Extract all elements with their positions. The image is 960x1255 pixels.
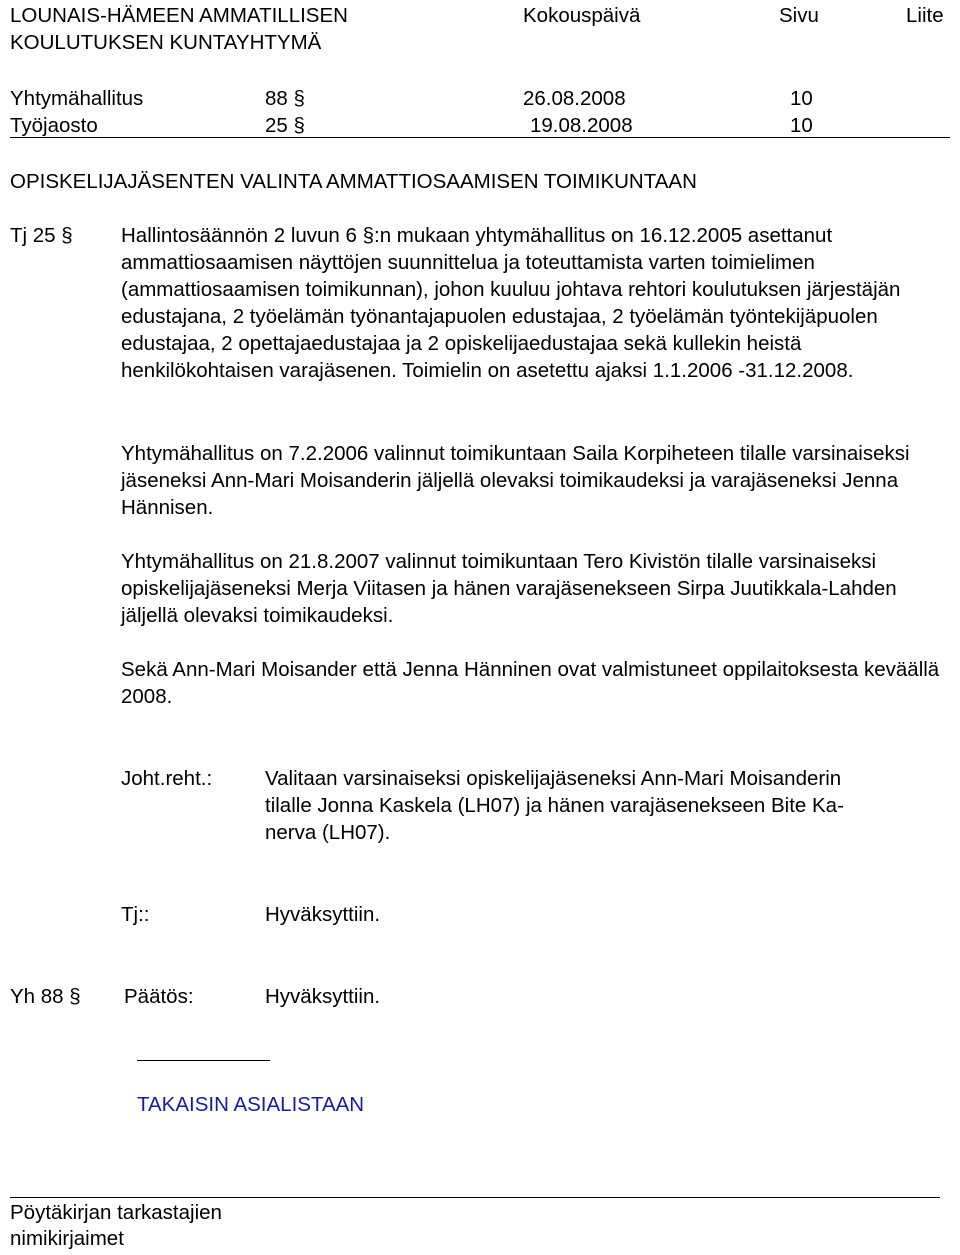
paragraph-previous-election-2	[121, 548, 951, 629]
board-reference: Yh 88 §	[10, 985, 81, 1008]
board-decision-text: Hyväksyttiin.	[265, 985, 381, 1008]
meeting-page: 10	[790, 114, 813, 137]
paragraph-text: Sekä Ann-Mari Moisander että Jenna Hänninen ovat valmistuneet oppilaitoksesta keväällä 2008.	[121, 658, 940, 708]
section-end-rule	[137, 1060, 270, 1061]
meeting-page: 10	[790, 87, 813, 110]
proposal-text	[265, 765, 844, 846]
footer-line-2: nimikirjaimet	[10, 1227, 124, 1250]
paragraph-graduation	[121, 656, 951, 710]
committee-reference: Tj 25 §	[10, 224, 73, 247]
committee-decision-text: Hyväksyttiin.	[265, 903, 381, 926]
paragraph-text: Yhtymähallitus on 7.2.2006 valinnut toimikuntaan Saila Korpiheteen tilalle varsinaiseksi jäseneksi Ann-Mari Moisanderin jäljellä olevaksi toimikaudeksi ja varajäseneksi Jenna Hännisen.	[121, 442, 910, 519]
committee-decision-label: Tj::	[121, 903, 150, 926]
footer-rule	[10, 1197, 940, 1198]
meeting-date: 26.08.2008	[523, 87, 626, 110]
board-decision-label: Päätös:	[124, 985, 194, 1008]
paragraph-previous-election-1	[121, 440, 951, 521]
paragraph-text: Hallintosäännön 2 luvun 6 §:n mukaan yhtymähallitus on 16.12.2005 asettanut ammattiosaamisen näyttöjen suunnittelua ja toteuttamista varten toimielimen (ammattiosaamisen toimikunnan), johon kuuluu johtava rehtori koulutuksen järjestäjän edustajana, 2 työelämän työnantajapuolen edustajaa, 2 työelämän työntekijäpuolen edustajaa, 2 opettajaedustajaa ja 2 opiskelijaedustajaa sekä kullekin heistä henkilökohtaisen varajäsenen. Toimielin on asetettu ajaksi 1.1.2006 -31.12.2008.	[121, 224, 901, 382]
meeting-date: 19.08.2008	[530, 114, 633, 137]
meeting-body: Työjaosto	[10, 114, 98, 137]
proposal-line: tilalle Jonna Kaskela (LH07) ja hänen varajäsenekseen Bite Ka-	[265, 794, 844, 817]
footer-initials-label	[10, 1200, 222, 1252]
proposal-label: Joht.reht.:	[121, 767, 213, 790]
proposal-line: Valitaan varsinaiseksi opiskelijajäseneksi Ann-Mari Moisanderin	[265, 767, 842, 790]
document-title: OPISKELIJAJÄSENTEN VALINTA AMMATTIOSAAMISEN TOIMIKUNTAAN	[10, 170, 697, 193]
meeting-body: Yhtymähallitus	[10, 87, 144, 110]
meeting-number: 25 §	[265, 114, 305, 137]
meeting-date-header: Kokouspäivä	[523, 4, 641, 27]
organization-name	[10, 2, 348, 56]
paragraph-text: Yhtymähallitus on 21.8.2007 valinnut toimikuntaan Tero Kivistön tilalle varsinaiseksi opiskelijajäseneksi Merja Viitasen ja hänen varajäsenekseen Sirpa Juutikkala-Lahden jäljellä olevaksi toimikaudeksi.	[121, 550, 897, 627]
org-line-2: KOULUTUKSEN KUNTAYHTYMÄ	[10, 31, 322, 54]
footer-line-1: Pöytäkirjan tarkastajien	[10, 1201, 222, 1224]
header-rule	[10, 137, 950, 138]
paragraph-background	[121, 222, 951, 384]
meeting-number: 88 §	[265, 87, 305, 110]
org-line-1: LOUNAIS-HÄMEEN AMMATILLISEN	[10, 4, 348, 27]
proposal-line: nerva (LH07).	[265, 821, 391, 844]
page-header: Sivu	[779, 4, 819, 27]
back-to-agenda-link[interactable]: TAKAISIN ASIALISTAAN	[137, 1093, 365, 1116]
attachment-header: Liite	[906, 4, 944, 27]
